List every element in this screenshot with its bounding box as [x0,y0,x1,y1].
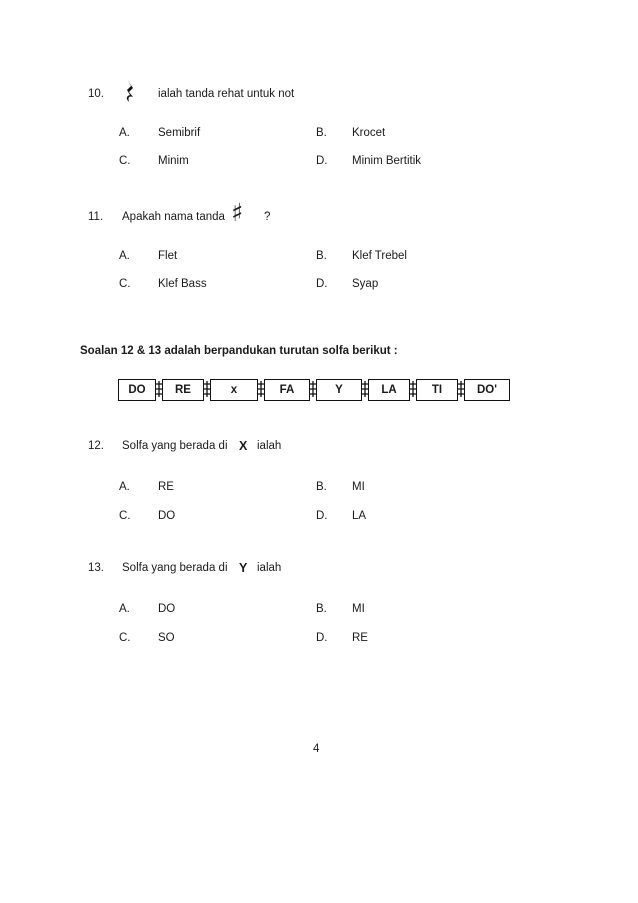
q10-option-a: Semibrif [158,127,201,139]
q13-option-b: MI [352,603,365,615]
q12-option-d-letter: D. [316,510,328,522]
solfa-box-fa: FA [264,379,310,401]
q10-option-c-letter: C. [119,155,131,167]
q11-number: 11. [88,211,104,223]
solfa-box-ti: TI [416,379,458,401]
q13-option-c-letter: C. [119,632,131,644]
q11-option-b: Klef Trebel [352,250,407,262]
solfa-box-la: LA [368,379,410,401]
q12-option-d: LA [352,510,367,522]
q10-option-b-letter: B. [316,127,327,139]
q10-text: ialah tanda rehat untuk not [158,88,295,100]
q11-option-b-letter: B. [316,250,327,262]
q12-option-a: RE [158,481,174,493]
page-number: 4 [313,743,320,755]
q13-option-b-letter: B. [316,603,327,615]
q10-option-d: Minim Bertitik [352,155,422,167]
q11-option-d: Syap [352,278,379,290]
sharp-icon: ♯ [231,198,244,227]
solfa-box-x: x [210,379,258,401]
q10-option-b: Krocet [352,127,386,139]
q12-number: 12. [88,440,104,452]
q10-option-c: Minim [158,155,189,167]
q10-number: 10. [88,88,104,100]
q11-question-mark: ? [264,211,271,223]
solfa-box-re: RE [162,379,204,401]
q12-text-after: ialah [257,440,282,452]
q12-marker: X [239,439,248,453]
q11-option-d-letter: D. [316,278,328,290]
q11-option-c: Klef Bass [158,278,207,290]
section-heading: Soalan 12 & 13 adalah berpandukan turutan solfa berikut : [80,345,398,357]
q12-option-a-letter: A. [119,481,130,493]
q13-marker: Y [239,561,248,575]
solfa-box-do-high: DO' [464,379,510,401]
solfa-box-y: Y [316,379,362,401]
q12-option-c-letter: C. [119,510,131,522]
q13-option-c: SO [158,632,175,644]
q11-option-a: Flet [158,250,178,262]
q11-option-c-letter: C. [119,278,131,290]
solfa-box-do: DO [118,379,156,401]
q11-option-a-letter: A. [119,250,130,262]
q12-option-b-letter: B. [316,481,327,493]
q13-text-after: ialah [257,562,282,574]
q13-option-d: RE [352,632,368,644]
q12-option-c: DO [158,510,176,522]
q12-option-b: MI [352,481,365,493]
q13-number: 13. [88,562,104,574]
q11-text: Apakah nama tanda [122,211,225,223]
q13-option-a: DO [158,603,176,615]
q13-text-before: Solfa yang berada di [122,562,228,574]
q10-option-a-letter: A. [119,127,130,139]
q13-option-d-letter: D. [316,632,328,644]
q12-text-before: Solfa yang berada di [122,440,228,452]
q10-option-d-letter: D. [316,155,328,167]
crotchet-rest-icon [124,80,136,106]
q13-option-a-letter: A. [119,603,130,615]
